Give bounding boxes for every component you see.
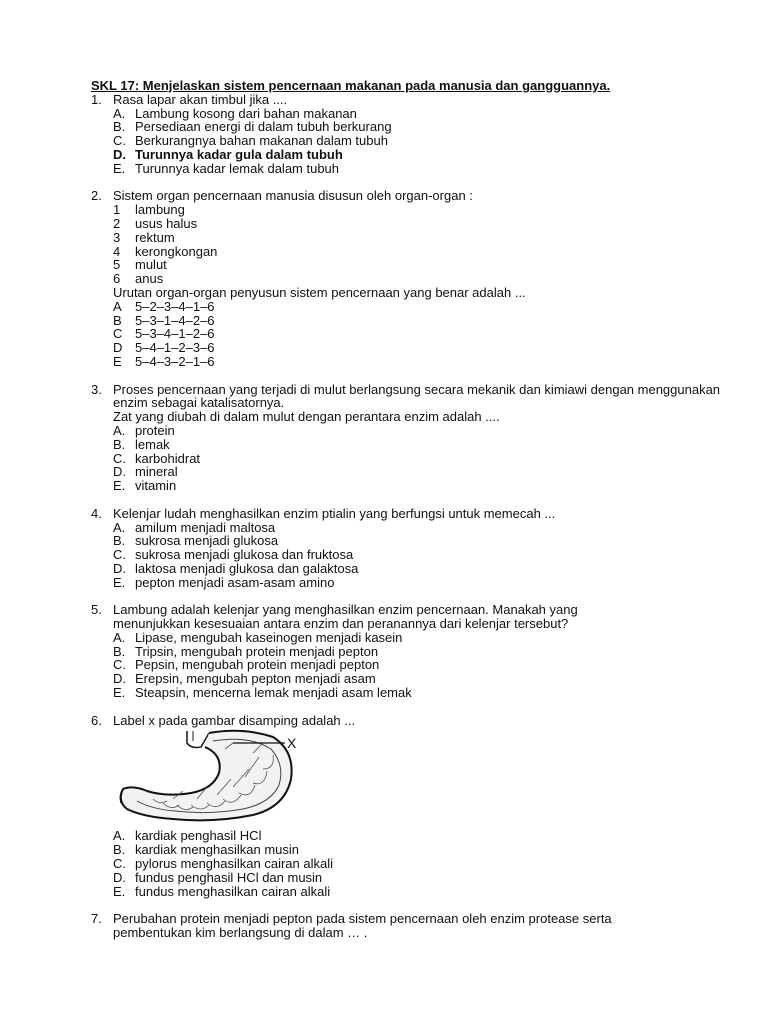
question-stem: Lambung adalah kelenjar yang menghasilkan enzim pencernaan. Manakah yang menunjukkan kesesuaian antara enzim dan peranannya dari kelenjar tersebut? (113, 602, 578, 632)
question-number: 2. (91, 188, 102, 204)
organ-item (113, 203, 731, 217)
organ-number: 3 (113, 229, 121, 245)
organ-number: 4 (113, 243, 121, 259)
organ-item (113, 217, 731, 231)
option-label: B. (113, 643, 126, 659)
question-stem: Rasa lapar akan timbul jika .... (113, 91, 288, 107)
question-number: 1. (91, 91, 102, 107)
option-text: karbohidrat (135, 450, 201, 466)
option-d (113, 672, 731, 686)
option-label: A. (113, 422, 126, 438)
option-b (113, 534, 731, 548)
question-stem: Sistem organ pencernaan manusia disusun oleh organ-organ : (113, 188, 473, 204)
option-text: sukrosa menjadi glukosa dan fruktosa (135, 547, 354, 563)
option-c (113, 548, 731, 562)
organ-item (113, 245, 731, 259)
organ-number: 5 (113, 257, 121, 273)
option-a (113, 829, 731, 843)
option-b (113, 645, 731, 659)
option-label: E. (113, 478, 126, 494)
question-number: 5. (91, 602, 102, 618)
worksheet (91, 79, 731, 954)
option-text: fundus penghasil HCl dan musin (135, 869, 323, 885)
option-e (113, 885, 731, 899)
organ-number: 6 (113, 271, 121, 287)
question-stem-2: Urutan organ-organ penyusun sistem pencernaan yang benar adalah ... (113, 284, 526, 300)
question-stem: Perubahan protein menjadi pepton pada sistem pencernaan oleh enzim protease serta pembentukan kim berlangsung di dalam … . (113, 911, 612, 941)
stomach-figure (113, 729, 313, 825)
question-stem: Label x pada gambar disamping adalah ... (113, 712, 356, 728)
stomach-illustration (113, 729, 313, 825)
worksheet-header: SKL 17: Menjelaskan sistem pencernaan makanan pada manusia dan gangguannya. (91, 78, 611, 93)
figure-label-x: X (287, 735, 297, 752)
question-4 (91, 507, 731, 590)
option-label: A (113, 298, 122, 314)
option-text: lemak (135, 436, 170, 452)
question-7 (91, 912, 731, 940)
option-text: kardiak penghasil HCl (135, 828, 262, 844)
option-text: Persediaan energi di dalam tubuh berkurang (135, 119, 392, 135)
option-text: mineral (135, 464, 178, 480)
organ-number: 1 (113, 202, 121, 218)
option-d (113, 562, 731, 576)
option-text: Erepsin, mengubah pepton menjadi asam (135, 671, 376, 687)
option-a (113, 424, 731, 438)
organ-name: mulut (135, 257, 167, 273)
option-label: C. (113, 547, 126, 563)
question-stem: Proses pencernaan yang terjadi di mulut berlangsung secara mekanik dan kimiawi dengan menggunakan enzim sebagai katalisatornya. (113, 381, 721, 411)
option-e (113, 576, 731, 590)
option-b (113, 438, 731, 452)
option-text: pylorus menghasilkan cairan alkali (135, 856, 333, 872)
option-d (113, 465, 731, 479)
option-label: D. (113, 464, 126, 480)
option-label: D. (113, 671, 126, 687)
option-text: 5–2–3–4–1–6 (135, 298, 215, 314)
option-a (113, 631, 731, 645)
option-e (113, 686, 731, 700)
option-e (113, 479, 731, 493)
option-text: Berkurangnya bahan makanan dalam tubuh (135, 133, 388, 149)
question-number: 7. (91, 911, 102, 927)
option-label: C (113, 326, 123, 342)
option-label: D. (113, 869, 126, 885)
option-label: B. (113, 119, 126, 135)
question-5 (91, 603, 731, 700)
organ-name: lambung (135, 202, 185, 218)
organ-name: kerongkongan (135, 243, 218, 259)
option-text: 5–4–3–2–1–6 (135, 353, 215, 369)
option-text: Steapsin, mencerna lemak menjadi asam lemak (135, 685, 412, 701)
option-label: E. (113, 160, 126, 176)
option-label: B (113, 312, 122, 328)
option-label: B. (113, 533, 126, 549)
organ-name: anus (135, 271, 164, 287)
option-c (113, 327, 731, 341)
organ-item (113, 258, 731, 272)
option-label: C. (113, 856, 126, 872)
organ-name: usus halus (135, 215, 198, 231)
option-c (113, 658, 731, 672)
option-label: A. (113, 828, 126, 844)
organ-item (113, 272, 731, 286)
option-text: laktosa menjadi glukosa dan galaktosa (135, 560, 359, 576)
question-1 (91, 93, 731, 176)
option-b (113, 314, 731, 328)
question-stem-2: Zat yang diubah di dalam mulut dengan perantara enzim adalah .... (113, 409, 500, 425)
option-label: D. (113, 560, 126, 576)
option-text: amilum menjadi maltosa (135, 519, 276, 535)
option-text: Pepsin, mengubah protein menjadi pepton (135, 657, 380, 673)
option-b (113, 120, 731, 134)
option-c (113, 134, 731, 148)
organ-number: 2 (113, 215, 121, 231)
option-text: Turunnya kadar gula dalam tubuh (135, 146, 343, 162)
option-text: pepton menjadi asam-asam amino (135, 574, 335, 590)
option-text: vitamin (135, 478, 177, 494)
option-a (113, 300, 731, 314)
option-text: sukrosa menjadi glukosa (135, 533, 279, 549)
question-number: 4. (91, 505, 102, 521)
option-a (113, 521, 731, 535)
option-e (113, 162, 731, 176)
option-label: A. (113, 105, 126, 121)
option-label: C. (113, 450, 126, 466)
option-text: 5–4–1–2–3–6 (135, 340, 215, 356)
option-a (113, 107, 731, 121)
question-stem: Kelenjar ludah menghasilkan enzim ptialin yang berfungsi untuk memecah ... (113, 505, 556, 521)
option-text: 5–3–1–4–2–6 (135, 312, 215, 328)
option-label: E (113, 353, 122, 369)
option-text: protein (135, 422, 175, 438)
question-number: 3. (91, 381, 102, 397)
option-b (113, 843, 731, 857)
option-text: fundus menghasilkan cairan alkali (135, 883, 331, 899)
option-c (113, 857, 731, 871)
option-text: Lipase, mengubah kaseinogen menjadi kasein (135, 629, 403, 645)
option-text: Turunnya kadar lemak dalam tubuh (135, 160, 340, 176)
question-6 (91, 714, 731, 899)
option-label: A. (113, 519, 126, 535)
option-text: kardiak menghasilkan musin (135, 842, 300, 858)
option-label: E. (113, 574, 126, 590)
option-text: 5–3–4–1–2–6 (135, 326, 215, 342)
option-label: B. (113, 436, 126, 452)
question-2 (91, 189, 731, 368)
option-label: C. (113, 133, 126, 149)
question-3 (91, 383, 731, 493)
question-number: 6. (91, 712, 102, 728)
option-label: D. (113, 146, 126, 162)
option-d (113, 341, 731, 355)
option-label: C. (113, 657, 126, 673)
option-text: Lambung kosong dari bahan makanan (135, 105, 357, 121)
option-label: B. (113, 842, 126, 858)
option-label: A. (113, 629, 126, 645)
option-d-answer (113, 148, 731, 162)
option-e (113, 355, 731, 369)
option-label: E. (113, 685, 126, 701)
option-d (113, 871, 731, 885)
option-label: E. (113, 883, 126, 899)
option-c (113, 452, 731, 466)
organ-name: rektum (135, 229, 175, 245)
option-label: D (113, 340, 123, 356)
option-text: Tripsin, mengubah protein menjadi pepton (135, 643, 379, 659)
organ-item (113, 231, 731, 245)
